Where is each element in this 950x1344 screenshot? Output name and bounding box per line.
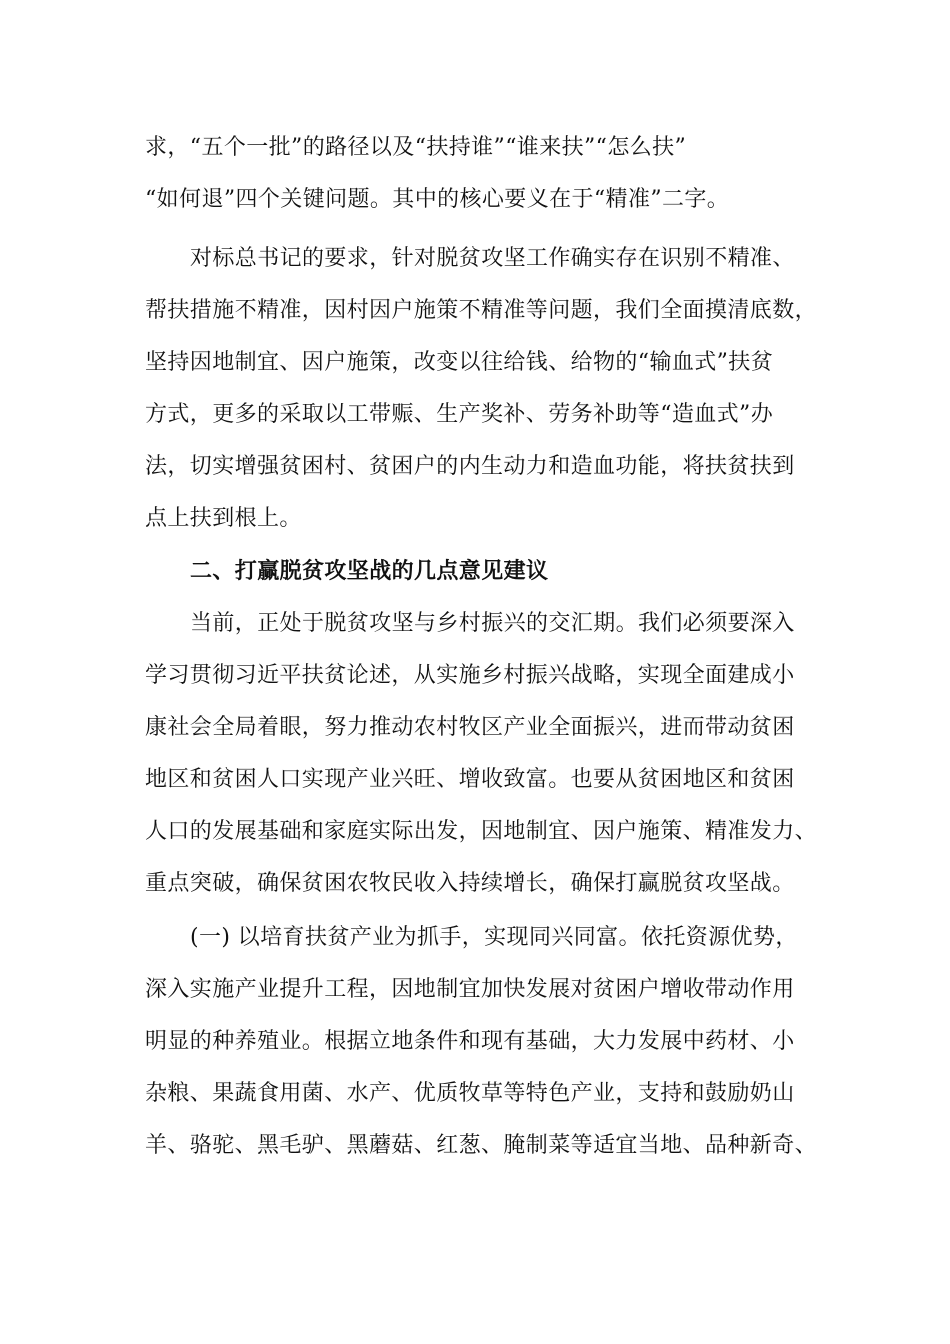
paragraph-line: 康社会全局着眼，努力推动农村牧区产业全面振兴，进而带动贫困 [145,715,795,740]
section-heading: 二、打赢脱贫攻坚战的几点意见建议 [190,558,549,584]
paragraph-line: 深入实施产业提升工程，因地制宜加快发展对贫困户增收带动作用 [145,977,795,1002]
paragraph-line: (一) 以培育扶贫产业为抓手，实现同兴同富。依托资源优势， [190,925,798,950]
paragraph-line: 学习贯彻习近平扶贫论述，从实施乡村振兴战略，实现全面建成小 [145,663,795,688]
paragraph-line: 人口的发展基础和家庭实际出发，因地制宜、因户施策、精准发力、 [145,819,818,844]
paragraph-line: 当前，正处于脱贫攻坚与乡村振兴的交汇期。我们必须要深入 [190,611,795,636]
paragraph-line: 地区和贫困人口实现产业兴旺、增收致富。也要从贫困地区和贫困 [145,767,795,792]
paragraph-line: 杂粮、果蔬食用菌、水产、优质牧草等特色产业，支持和鼓励奶山 [145,1081,795,1106]
paragraph-line: 坚持因地制宜、因户施策，改变以往给钱、给物的“输血式”扶贫 [145,350,774,375]
paragraph-line: 对标总书记的要求，针对脱贫攻坚工作确实存在识别不精准、 [190,246,795,271]
paragraph-line: 重点突破，确保贫困农牧民收入持续增长，确保打赢脱贫攻坚战。 [145,871,795,896]
paragraph-line: 明显的种养殖业。根据立地条件和现有基础，大力发展中药材、小 [145,1029,795,1054]
paragraph-line: 羊、骆驼、黑毛驴、黑蘑菇、红葱、腌制菜等适宜当地、品种新奇、 [145,1133,818,1158]
paragraph-line: 法，切实增强贫困村、贫困户的内生动力和造血功能，将扶贫扶到 [145,454,795,479]
paragraph-line: 方式，更多的采取以工带赈、生产奖补、劳务补助等“造血式”办 [145,402,774,427]
paragraph-line: 帮扶措施不精准，因村因户施策不精准等问题，我们全面摸清底数， [145,298,818,323]
paragraph-line: “如何退”四个关键问题。其中的核心要义在于“精准”二字。 [145,187,730,212]
paragraph-line: 点上扶到根上。 [145,506,302,531]
paragraph-line: 求，“五个一批”的路径以及“扶持谁”“谁来扶”“怎么扶” [145,135,687,160]
